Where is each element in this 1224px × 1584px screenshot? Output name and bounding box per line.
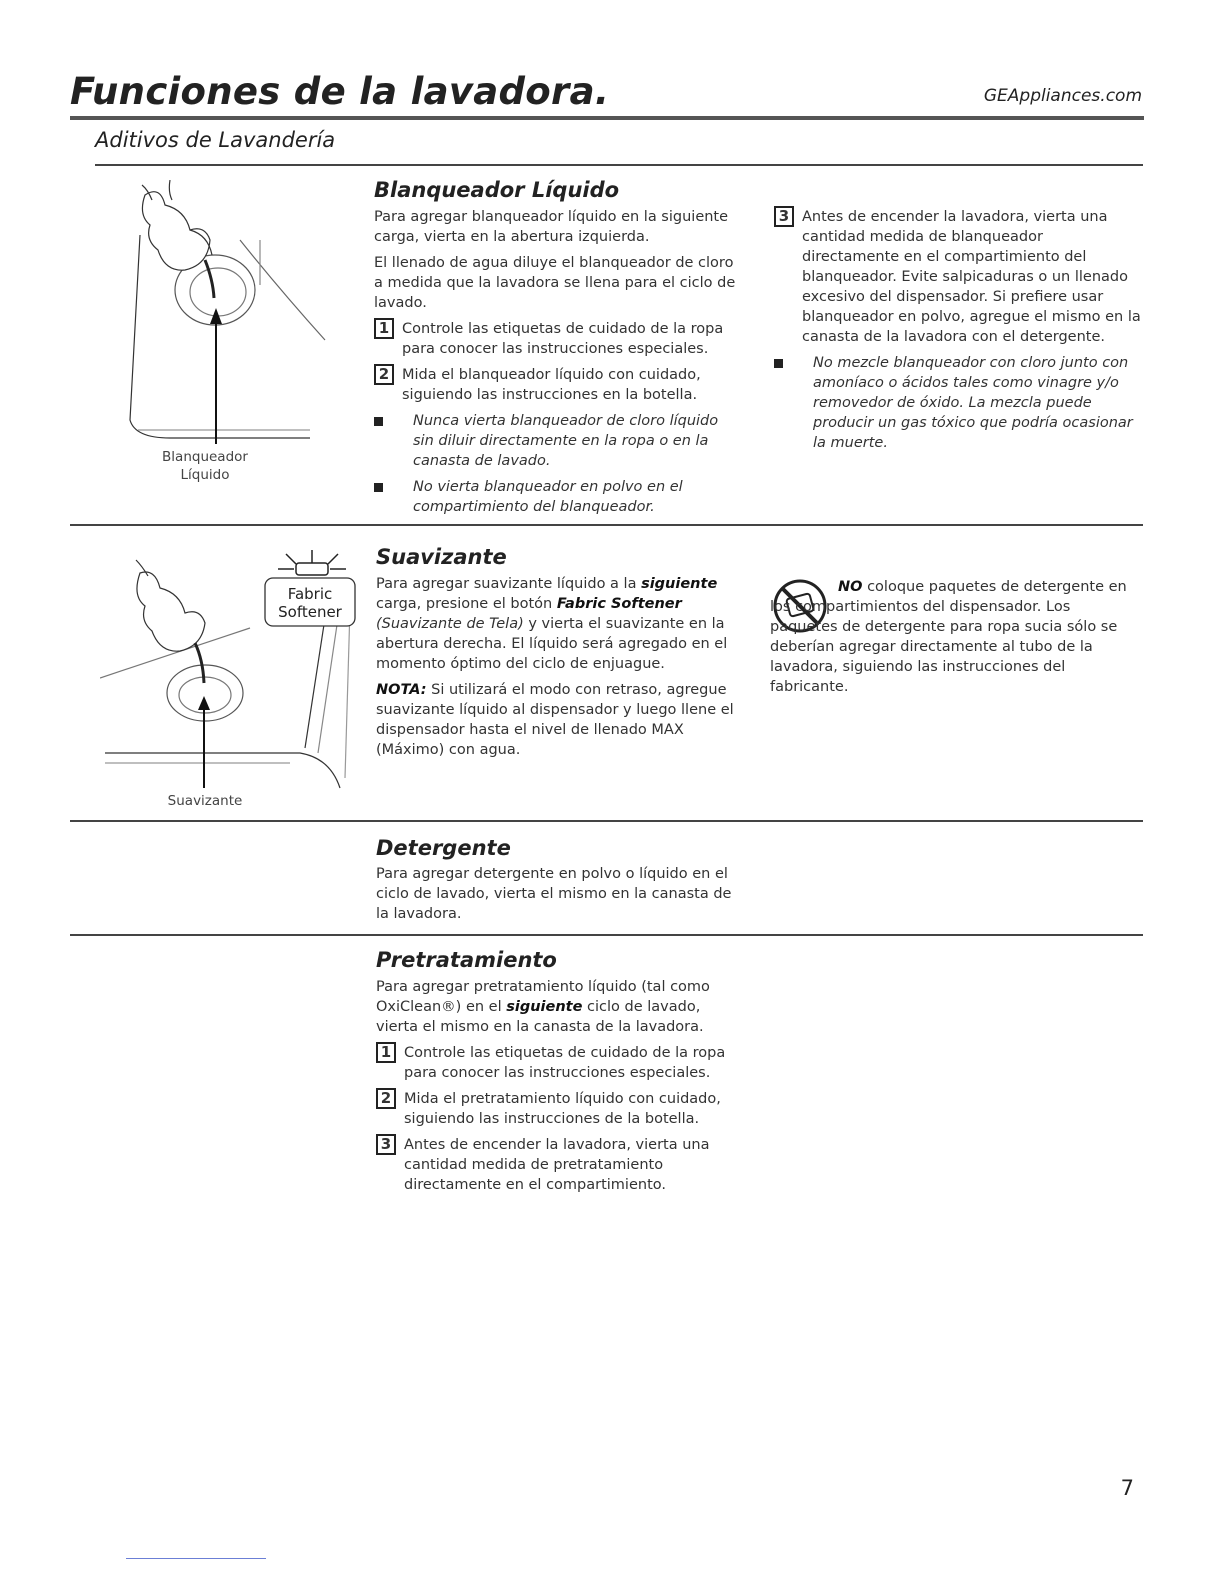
fabric-softener-label: Fabric Softener [278, 585, 342, 621]
pretreat-step1: 1 Controle las etiquetas de cuidado de la ropa para conocer las instrucciones especiales. [376, 1043, 738, 1083]
bleach-bullet3: No mezcle blanqueador con cloro junto con amoníaco o ácidos tales como vinagre y/o removedor de óxido. La mezcla puede producir un gas tóxico que podría ocasionar la muerte. [774, 353, 1144, 453]
softener-caption: Suavizante [167, 793, 243, 809]
page-number: 7 [1120, 1476, 1134, 1500]
page-title: Funciones de la lavadora. [70, 70, 610, 113]
bleach-col2 [774, 207, 1144, 459]
softener-note: NOTA: Si utilizará el modo con retraso, agregue suavizante líquido al dispensador y luego llene el dispensador hasta el nivel de llenado MAX (Máximo) con agua. [376, 682, 734, 758]
step-number: 3 [774, 206, 794, 227]
pretreat-step3: 3 Antes de encender la lavadora, vierta una cantidad medida de pretratamiento directamente en el compartimiento. [376, 1135, 738, 1195]
bleach-p2: El llenado de agua diluye el blanqueador de cloro a medida que la lavadora se llena para el ciclo de lavado. [374, 255, 736, 311]
pretreat-col [376, 977, 738, 1201]
bleach-step1: 1 Controle las etiquetas de cuidado de la ropa para conocer las instrucciones especiales. [374, 319, 736, 359]
bullet-square-icon [374, 483, 383, 492]
softener-col1 [376, 574, 736, 766]
bleach-p1: Para agregar blanqueador líquido en la siguiente carga, vierta en la abertura izquierda. [374, 209, 729, 245]
divider [95, 164, 1143, 166]
step-number: 3 [376, 1134, 396, 1155]
warning-text: NO coloque paquetes de detergente en los compartimientos del dispensador. Los paquetes de detergente para ropa sucia sólo se deberían agregar directamente al tubo de la lavadora, siguiendo las instrucciones del fabricante. [770, 579, 1127, 695]
detergent-title: Detergente [376, 836, 511, 860]
bleach-step2: 2 Mida el blanqueador líquido con cuidado, siguiendo las instrucciones en la botella. [374, 365, 736, 405]
bleach-step3: 3 Antes de encender la lavadora, vierta una cantidad medida de blanqueador directamente en el compartimiento del blanqueador. Evite salpicaduras o un llenado excesivo del dispensador. Si prefiere usar blanqueador en polvo, agregue el mismo en la canasta de la lavadora con el detergente. [774, 207, 1144, 347]
step-number: 1 [374, 318, 394, 339]
bleach-illustration [110, 180, 340, 450]
detergent-text: Para agregar detergente en polvo o líquido en el ciclo de lavado, vierta el mismo en la canasta de la lavadora. [376, 866, 732, 922]
divider [70, 934, 1143, 936]
bleach-col1 [374, 207, 736, 523]
footer-line [126, 1558, 266, 1559]
section-subtitle: Aditivos de Lavandería [95, 128, 336, 152]
softener-p1: Para agregar suavizante líquido a la siguiente carga, presione el botón Fabric Softener (Suavizante de Tela) y vierta el suavizante en la abertura derecha. El líquido será agregado en el momento óptimo del ciclo de enjuague. [376, 576, 728, 672]
arrow-up-icon [198, 696, 210, 710]
divider [70, 820, 1143, 822]
site-url: GEAppliances.com [983, 86, 1142, 106]
bullet-square-icon [774, 359, 783, 368]
bleach-bullet1: Nunca vierta blanqueador de cloro líquido sin diluir directamente en la ropa o en la canasta de lavado. [374, 411, 736, 471]
step-number: 1 [376, 1042, 396, 1063]
bullet-square-icon [374, 417, 383, 426]
softener-title: Suavizante [376, 545, 507, 569]
bleach-caption: Blanqueador Líquido [162, 449, 248, 483]
pretreat-p1: Para agregar pretratamiento líquido (tal como OxiClean®) en el siguiente ciclo de lavado, vierta el mismo en la canasta de la lavadora. [376, 979, 710, 1035]
step-number: 2 [376, 1088, 396, 1109]
pretreat-title: Pretratamiento [376, 948, 557, 972]
bleach-title: Blanqueador Líquido [374, 178, 620, 202]
pretreat-step2: 2 Mida el pretratamiento líquido con cuidado, siguiendo las instrucciones de la botella. [376, 1089, 738, 1129]
step-number: 2 [374, 364, 394, 385]
header-rule [70, 116, 1144, 120]
bleach-bullet2: No vierta blanqueador en polvo en el compartimiento del blanqueador. [374, 477, 736, 517]
divider [70, 524, 1143, 526]
